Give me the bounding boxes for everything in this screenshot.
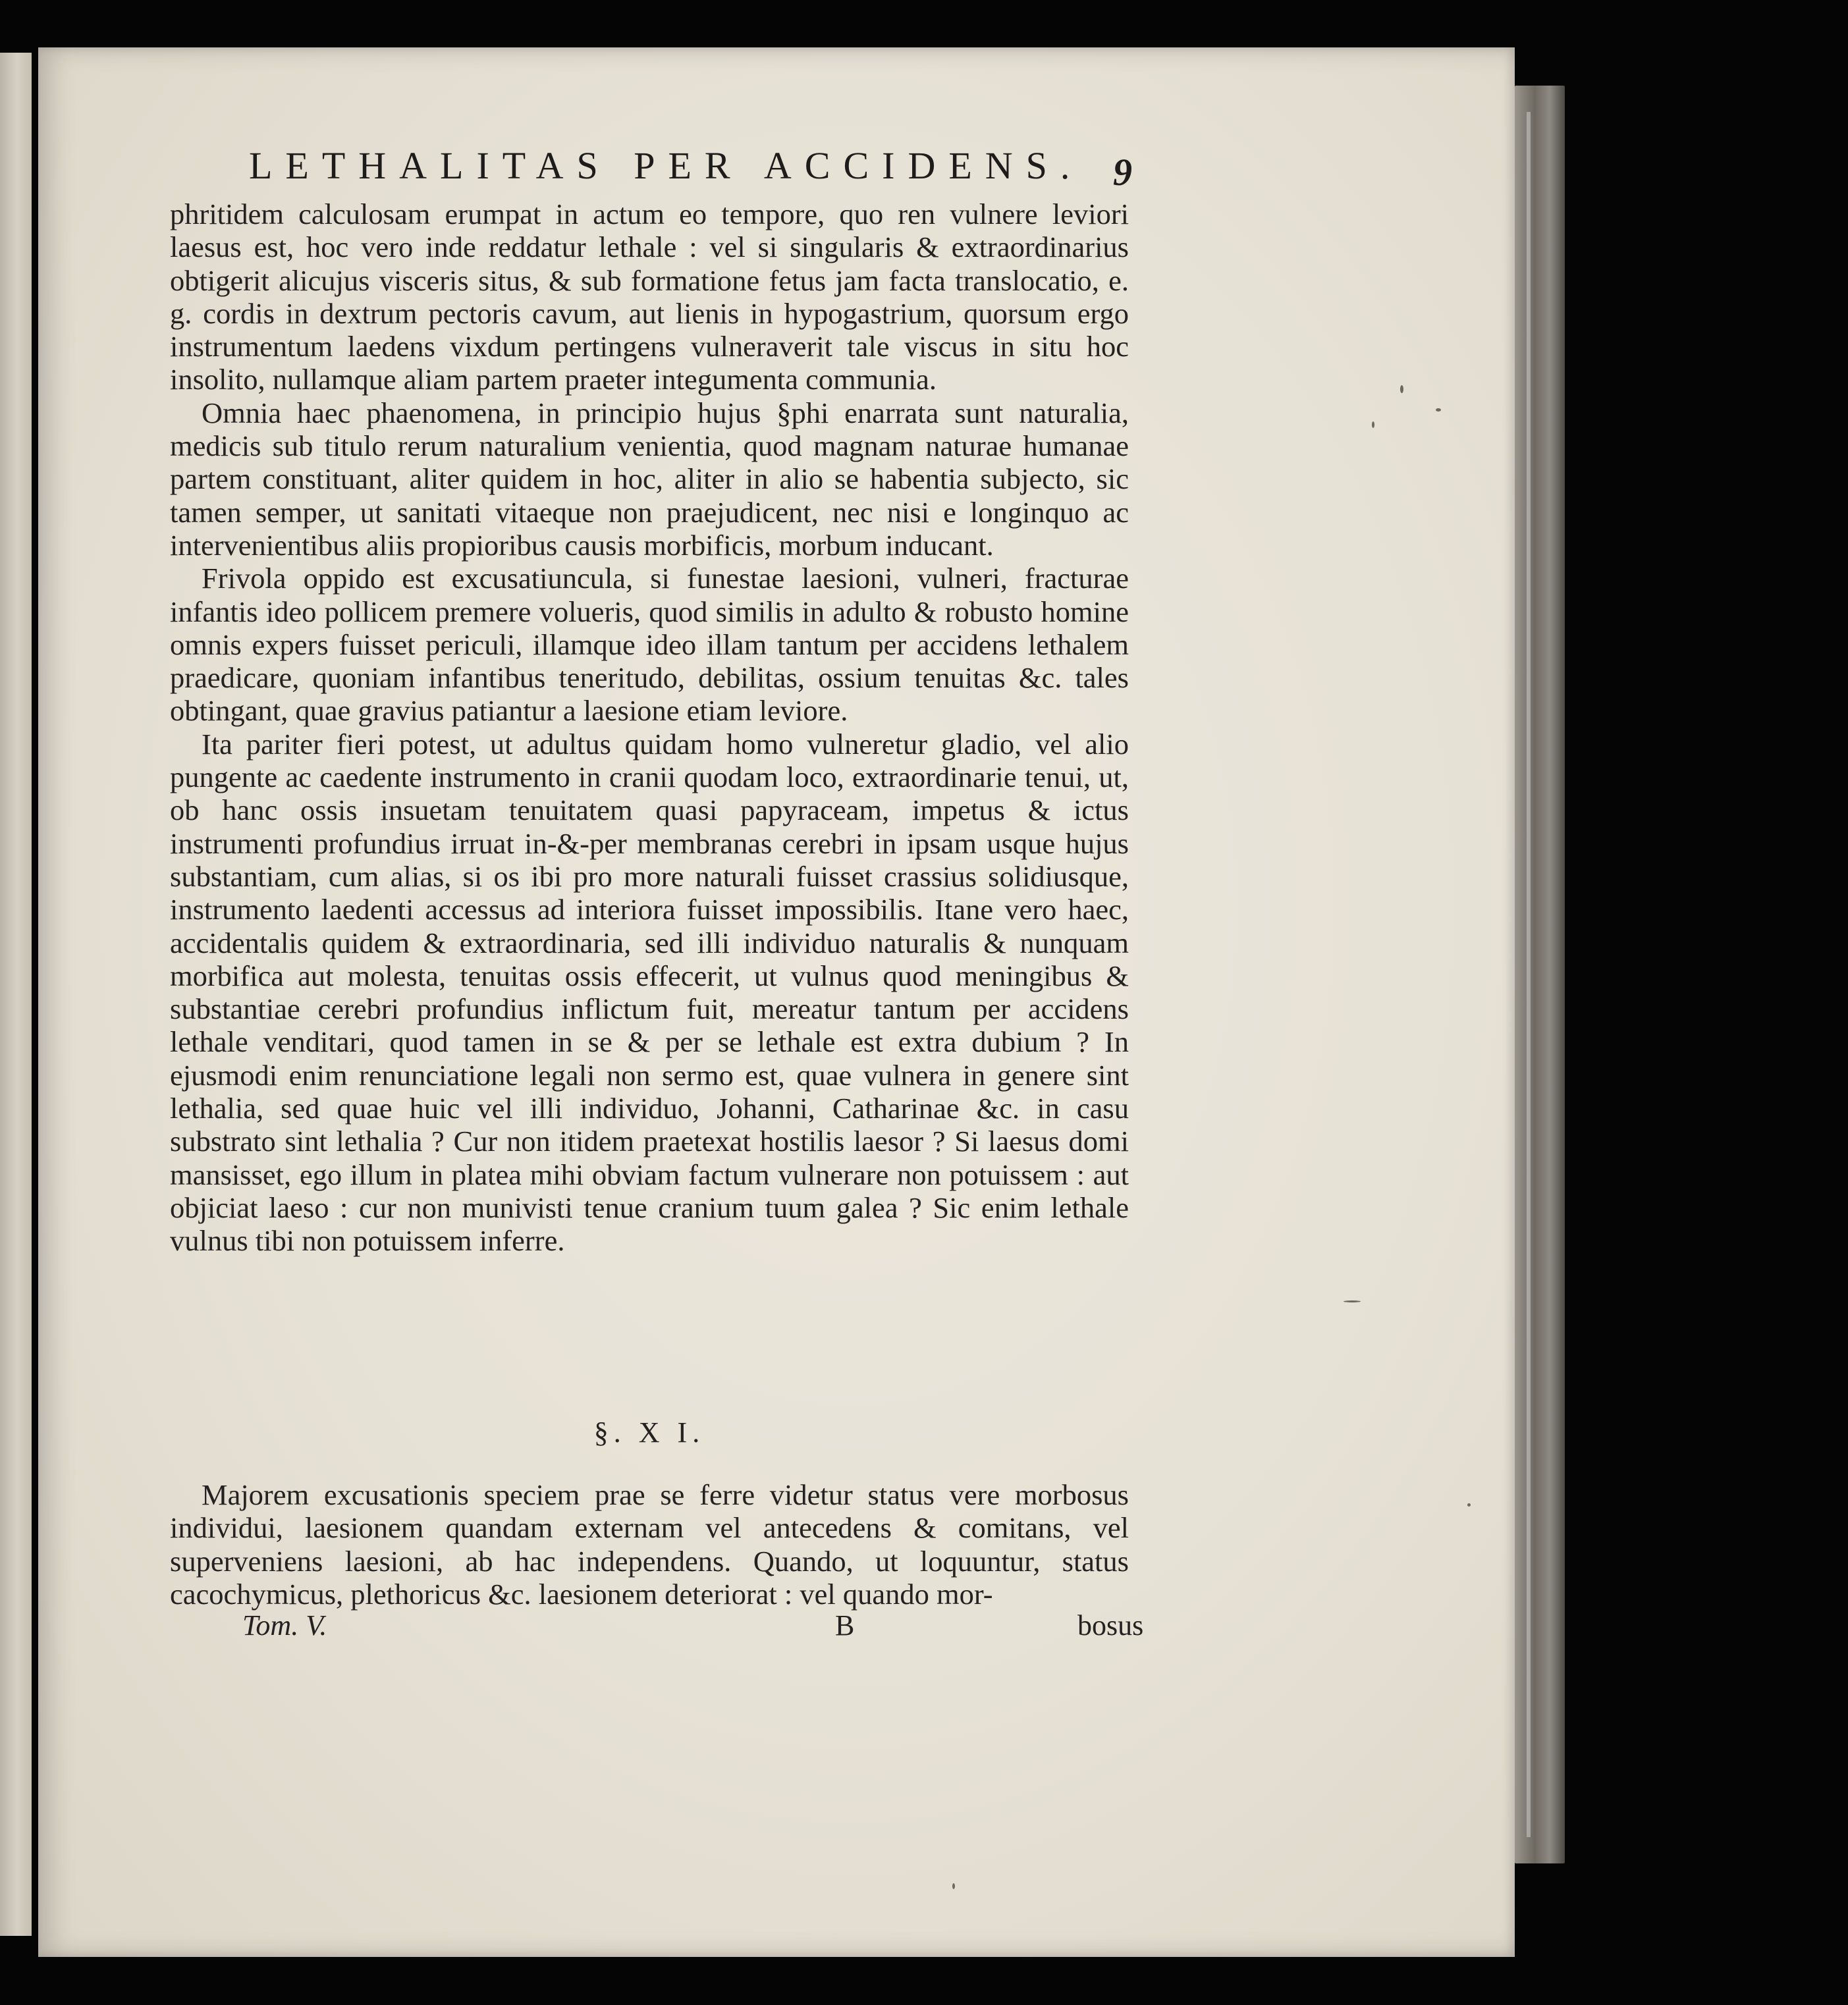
section-heading: §. X I.	[593, 1416, 705, 1449]
catchword: bosus	[1077, 1609, 1144, 1642]
paragraph: Ita pariter fieri potest, ut adultus quidam homo vulneretur gladio, vel alio pungente ac caedente instrumento in cranii quodam loco, extraordinarie tenui, ut, ob hanc ossis insuetam tenuitatem quasi papyraceam, impetus & ictus instrumenti profundius irruat in-&-per membranas cerebri in ipsam usque hujus substantiam, cum alias, si os ibi pro more naturali fuisset crassius solidiusque, instrumento laedenti accessus ad interiora fuisset impossibilis. Itane vero haec, accidentalis quidem & extraordinaria, sed illi individuo naturalis & nunquam morbifica aut molesta, tenuitas ossis effecerit, ut vulnus quod meningibus & substantiae cerebri profundius inflictum fuit, mereatur tantum per accidens lethale venditari, quod tamen in se & per se lethale est extra dubium ? In ejusmodi enim renunciatione legali non sermo est, quae vulnera in genere sint lethalia, sed quae huic vel illi individuo, Johanni, Catharinae &c. in casu substrato sint lethalia ? Cur non itidem praetexat hostilis laesor ? Si laesus domi mansisset, ego illum in platea mihi obviam factum vulnerare non potuissem : aut objiciat laeso : cur non munivisti tenue cranium tuum galea ? Sic enim lethale vulnus tibi non potuissem inferre.	[170, 727, 1129, 1258]
body-text	[170, 198, 1129, 1258]
book-cover-edge	[1515, 86, 1565, 1863]
section-paragraph: Majorem excusationis speciem prae se ferre videtur status vere morbosus individui, laesionem quandam externam vel antecedens & comitans, vel superveniens laesioni, ab hac independens. Quando, ut loquuntur, status cacochymicus, plethoricus &c. laesionem deteriorat : vel quando mor-	[170, 1478, 1129, 1611]
running-head: LETHALITAS PER ACCIDENS.	[249, 144, 1083, 187]
volume-signature: Tom. V.	[242, 1609, 327, 1642]
paper-speck	[1372, 421, 1374, 428]
signature-mark: B	[835, 1609, 855, 1642]
paper-speck	[1400, 385, 1403, 393]
paragraph: Frivola oppido est excusatiuncula, si funestae laesioni, vulneri, fracturae infantis ideo pollicem premere volueris, quod similis in adulto & robusto homine omnis expers fuisset periculi, illamque ideo illam tantum per accidens lethalem praedicare, quoniam infantibus teneritudo, debilitas, ossium tenuitas &c. tales obtingant, quae gravius patiantur a laesione etiam leviore.	[170, 562, 1129, 728]
adjacent-page-edge	[0, 53, 32, 1936]
paragraph: Omnia haec phaenomena, in principio hujus §phi enarrata sunt naturalia, medicis sub titulo rerum naturalium venientia, quod magnam naturae humanae partem constituant, aliter quidem in hoc, aliter in alio se habentia subjecto, sic tamen semper, ut sanitati vitaeque non praejudicent, nec nisi e longinquo ac intervenientibus aliis propioribus causis morbificis, morbum inducant.	[170, 396, 1129, 562]
paper-speck	[1436, 408, 1441, 412]
paragraph: phritidem calculosam erumpat in actum eo tempore, quo ren vulnere leviori laesus est, hoc vero inde reddatur lethale : vel si singularis & extraordinarius obtigerit alicujus visceris situs, & sub formatione fetus jam facta translocatio, e. g. cordis in dextrum pectoris cavum, aut lienis in hypogastrium, quorsum ergo instrumentum laedens vixdum pertingens vulneraverit tale viscus in situ hoc insolito, nullamque aliam partem praeter integumenta communia.	[170, 198, 1129, 396]
paper-speck	[1467, 1503, 1471, 1507]
paper-speck	[952, 1883, 955, 1889]
paper-speck	[1344, 1300, 1361, 1302]
page-number: 9	[1113, 151, 1132, 194]
